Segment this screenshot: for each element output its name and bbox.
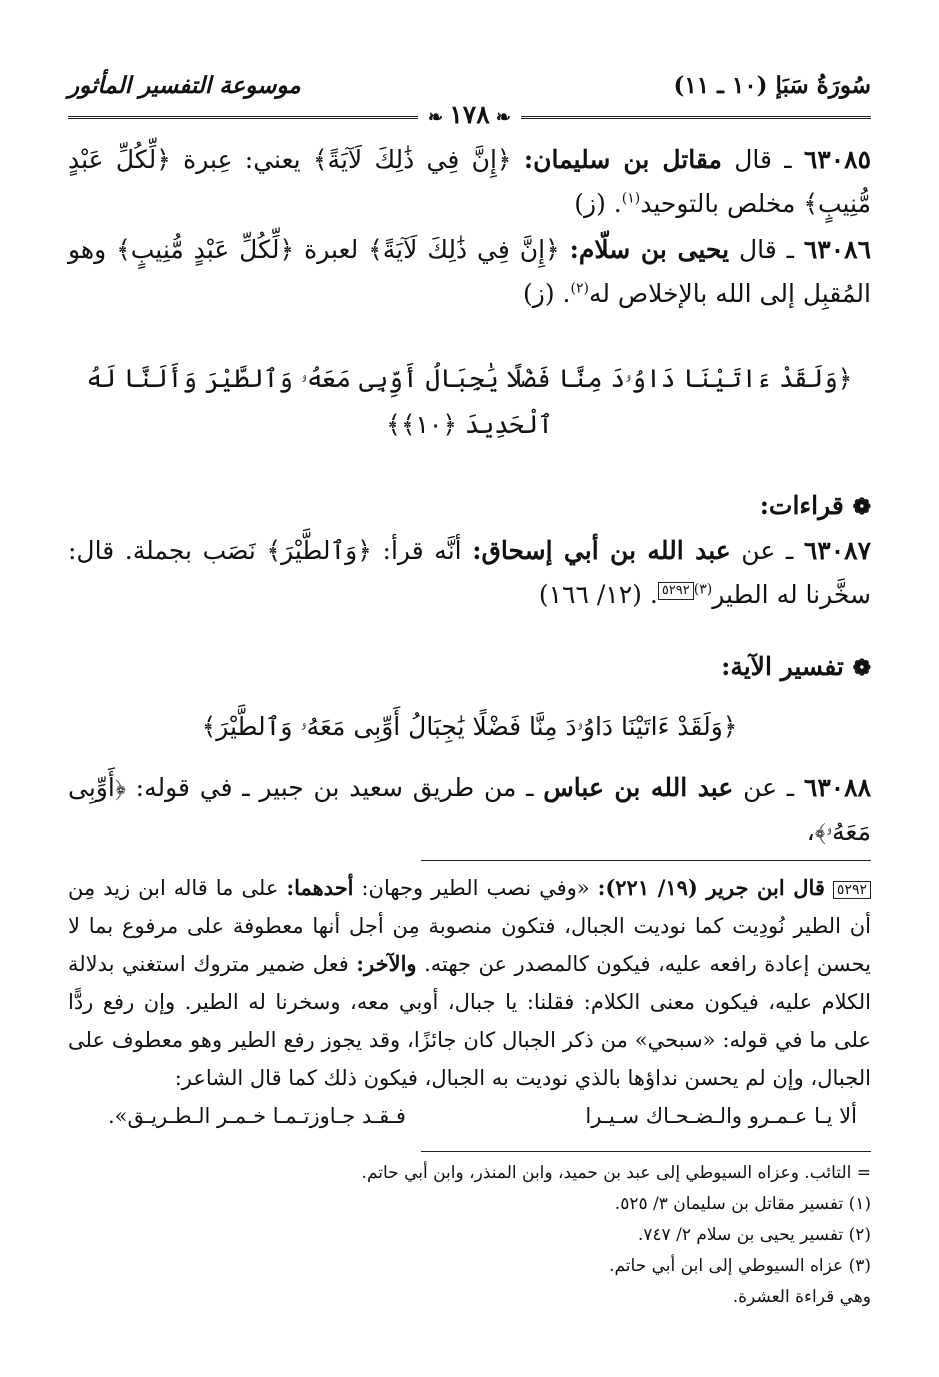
poem-second-hemistich: فـقـد جـاوزتـمـا خـمـر الـطـريـق». <box>108 1104 406 1128</box>
footnote-continuation: = التائب. وعزاه السيوطي إلى عبد بن حميد، وابن المنذر، وابن أبي حاتم. <box>361 1163 871 1183</box>
commentary-ref-box: ٥٢٩٢ <box>658 582 694 600</box>
quran-verse-excerpt: ﴿وَلَقَدْ ءَاتَيْنَا دَاوُۥدَ مِنَّا فَضْلًا يَٰجِبَالُ أَوِّبِى مَعَهُۥ وَٱلطَّيْرَ﴾ <box>201 712 738 741</box>
footnote-1: (١) تفسير مقاتل بن سليمان ٣/ ٥٢٥. <box>614 1194 871 1214</box>
section-heading-tafsir: ❁ تفسير الآية: <box>721 652 871 681</box>
page-number: ❧ ١٧٨ ❧ <box>418 100 521 129</box>
footnote-3-note: وهي قراءة العشرة. <box>732 1287 871 1307</box>
poem-first-hemistich: ألا يـا عـمـرو والـضـحـاك سـيـرا <box>585 1104 857 1128</box>
poem-verse <box>68 1097 871 1135</box>
flower-ornament-icon: ❁ <box>852 494 871 520</box>
footnotes <box>68 1158 871 1313</box>
report-63087: ٦٣٠٨٧ ـ عن عبد الله بن أبي إسحاق: أنَّه قرأ: ﴿وَٱلطَّيْرَ﴾ نَصَب بجملة. قال: سخَّرنا له الطير$^{(٣)}$٥٢٩٢. (١٢/ ١٦٦) <box>68 536 871 609</box>
quran-verse: ﴿وَلَقَدْ ءَاتَيْنَا دَاوُۥدَ مِنَّا فَضْلًا يَٰجِبَالُ أَوِّبِى مَعَهُۥ وَٱلطَّيْرَ وَأَلَنَّا لَهُ ٱلْحَدِيدَ ﴿١٠﴾﴾ <box>86 364 853 439</box>
book-title: موسوعة التفسير المأثور <box>68 72 301 99</box>
commentary-block: ٥٢٩٢ قال ابن جرير (١٩/ ٢٢١): «وفي نصب الطير وجهان: أحدهما: على ما قاله ابن زيد مِن أن الطير نُودِيت كما نوديت الجبال، فتكون منصوبة مِن أجل أنها معطوفة على مرفوع بما لا يحسن إعادة رافعه عليه، فيكون كالمصدر عن جهته. والآخر: فعل ضمير متروك استغني بدلالة الكلام عليه، فيكون معنى الكلام: فقلنا: يا جبال، أوبي معه، وسخرنا له الطير. وإن رفع ردًّا على ما في قوله: «سبحي» من ذكر الجبال كان جائزًا، وقد يجوز رفع الطير وهو معطوف على الجبال، وإن لم يحسن نداؤها بالذي نوديت به الجبال، فيكون ذلك كما قال الشاعر: <box>68 875 871 1090</box>
report-63088: ٦٣٠٨٨ ـ عن عبد الله بن عباس ـ من طريق سعيد بن جبير ـ في قوله: ﴿أَوِّبِى مَعَهُۥ﴾، <box>68 773 872 846</box>
page-content <box>68 138 871 1313</box>
flower-ornament-icon: ❁ <box>852 655 871 681</box>
commentary-divider <box>421 860 871 861</box>
footnote-3: (٣) عزاه السيوطي إلى ابن أبي حاتم. <box>609 1256 871 1276</box>
footnote-2: (٢) تفسير يحيى بن سلام ٢/ ٧٤٧. <box>637 1225 871 1245</box>
section-heading-qiraat: ❁ قراءات: <box>759 491 871 520</box>
footnotes-divider <box>421 1151 871 1152</box>
report-63086: ٦٣٠٨٦ ـ قال يحيى بن سلّام: ﴿إِنَّ فِي ذَٰلِكَ لَآيَةً﴾ لعبرة ﴿لِّكُلِّ عَبْدٍ مُّنِيبٍ﴾ وهو المُقبِل إلى الله بالإخلاص له$^{(٢)}$. (ز) <box>68 235 871 308</box>
report-63085: ٦٣٠٨٥ ـ قال مقاتل بن سليمان: ﴿إِنَّ فِي ذَٰلِكَ لَآيَةً﴾ يعني: عِبرة ﴿لِّكُلِّ عَبْدٍ مُّنِيبٍ﴾ مخلص بالتوحيد$^{(١)}$. (ز) <box>68 145 871 218</box>
surah-title: سُورَةُ سَبَإ (١٠ ـ ١١) <box>673 72 871 99</box>
commentary-number-box: ٥٢٩٢ <box>833 881 871 899</box>
